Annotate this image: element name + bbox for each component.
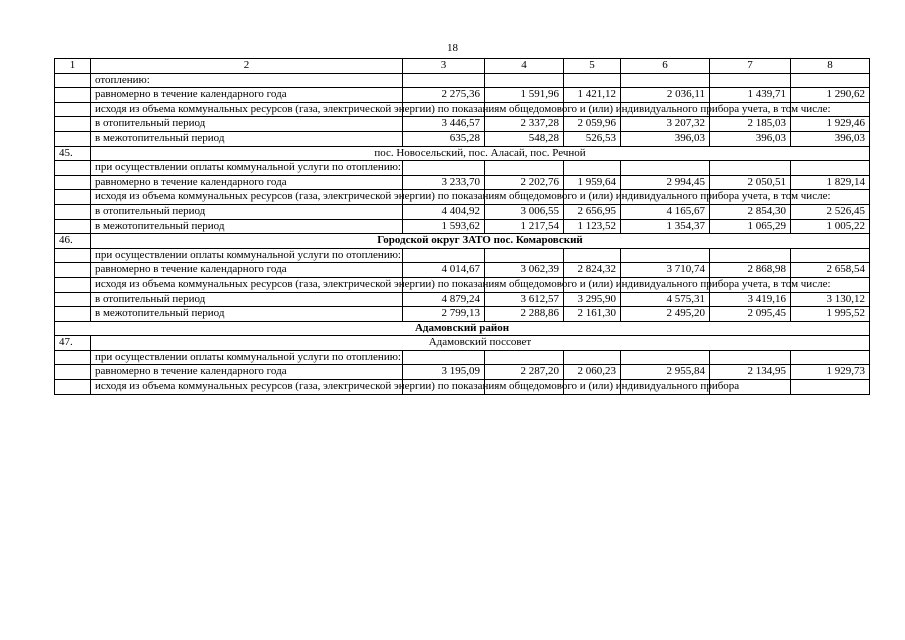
row-number-cell	[55, 307, 91, 322]
table-row	[55, 131, 870, 146]
value-cell: 1 123,52	[564, 219, 621, 234]
column-header: 2	[91, 59, 403, 74]
table-row	[55, 263, 870, 278]
table-row	[55, 350, 870, 365]
value-cell	[710, 248, 791, 263]
value-cell: 2 337,28	[485, 117, 564, 132]
column-header: 7	[710, 59, 791, 74]
value-cell: 1 959,64	[564, 175, 621, 190]
table-row	[55, 292, 870, 307]
row-label-cell: исходя из объема коммунальных ресурсов (газа, электрической энергии) по показаниям общедомового и (или) индивидуального прибора учета, в том числе:	[91, 277, 403, 292]
section-title-cell: Адамовский поссовет	[91, 336, 870, 351]
table-row	[55, 365, 870, 380]
value-cell	[710, 161, 791, 176]
row-number-cell	[55, 248, 91, 263]
table-row	[55, 117, 870, 132]
row-label-cell: при осуществлении оплаты коммунальной услуги по отоплению:	[91, 350, 403, 365]
value-cell	[564, 248, 621, 263]
row-number-cell	[55, 161, 91, 176]
value-cell	[564, 161, 621, 176]
value-cell: 2 287,20	[485, 365, 564, 380]
value-cell: 396,03	[710, 131, 791, 146]
column-header: 8	[791, 59, 870, 74]
value-cell: 548,28	[485, 131, 564, 146]
value-cell: 2 824,32	[564, 263, 621, 278]
value-cell: 1 929,46	[791, 117, 870, 132]
value-cell: 2 854,30	[710, 204, 791, 219]
row-label-cell: при осуществлении оплаты коммунальной услуги по отоплению:	[91, 248, 403, 263]
value-cell: 2 656,95	[564, 204, 621, 219]
section-row	[55, 336, 870, 351]
value-cell: 4 165,67	[621, 204, 710, 219]
value-cell	[791, 73, 870, 88]
value-cell: 635,28	[403, 131, 485, 146]
value-cell	[403, 248, 485, 263]
tariff-table	[54, 58, 870, 395]
value-cell: 3 195,09	[403, 365, 485, 380]
value-cell: 2 799,13	[403, 307, 485, 322]
row-number-cell	[55, 117, 91, 132]
value-cell: 3 612,57	[485, 292, 564, 307]
column-header: 4	[485, 59, 564, 74]
value-cell	[791, 161, 870, 176]
value-cell	[564, 73, 621, 88]
value-cell	[621, 350, 710, 365]
table-body	[55, 59, 870, 395]
row-label-cell: равномерно в течение календарного года	[91, 365, 403, 380]
value-cell: 396,03	[621, 131, 710, 146]
value-cell: 3 295,90	[564, 292, 621, 307]
row-number-cell	[55, 73, 91, 88]
value-cell: 1 065,29	[710, 219, 791, 234]
value-cell: 3 006,55	[485, 204, 564, 219]
value-cell	[791, 350, 870, 365]
value-cell: 3 062,39	[485, 263, 564, 278]
row-label-cell: в отопительный период	[91, 117, 403, 132]
value-cell: 396,03	[791, 131, 870, 146]
value-cell	[403, 73, 485, 88]
value-cell: 2 202,76	[485, 175, 564, 190]
row-label-cell: исходя из объема коммунальных ресурсов (газа, электрической энергии) по показаниям общедомового и (или) индивидуального прибора учета, в том числе:	[91, 190, 403, 205]
value-cell: 2 060,23	[564, 365, 621, 380]
table-row	[55, 175, 870, 190]
column-header: 3	[403, 59, 485, 74]
table-row	[55, 277, 870, 292]
value-cell	[403, 350, 485, 365]
row-label-cell: равномерно в течение календарного года	[91, 88, 403, 103]
district-row	[55, 321, 870, 336]
row-label-cell: равномерно в течение календарного года	[91, 263, 403, 278]
value-cell: 2 868,98	[710, 263, 791, 278]
table-row	[55, 88, 870, 103]
row-label-cell: отоплению:	[91, 73, 403, 88]
column-header: 1	[55, 59, 91, 74]
row-label-cell: исходя из объема коммунальных ресурсов (газа, электрической энергии) по показаниям общедомового и (или) индивидуального прибора	[91, 380, 403, 395]
value-cell	[791, 248, 870, 263]
section-row	[55, 234, 870, 249]
value-cell: 4 404,92	[403, 204, 485, 219]
table-row	[55, 102, 870, 117]
value-cell: 1 217,54	[485, 219, 564, 234]
value-cell: 1 439,71	[710, 88, 791, 103]
value-cell	[485, 350, 564, 365]
section-row	[55, 146, 870, 161]
value-cell: 2 050,51	[710, 175, 791, 190]
table-row	[55, 248, 870, 263]
row-number-cell	[55, 219, 91, 234]
row-number-cell	[55, 277, 91, 292]
value-cell: 4 014,67	[403, 263, 485, 278]
row-number-cell	[55, 292, 91, 307]
section-number-cell: 47.	[55, 336, 91, 351]
table-row	[55, 219, 870, 234]
value-cell: 2 095,45	[710, 307, 791, 322]
table-row	[55, 190, 870, 205]
value-cell: 2 495,20	[621, 307, 710, 322]
column-header: 5	[564, 59, 621, 74]
value-cell: 4 879,24	[403, 292, 485, 307]
row-label-cell: в отопительный период	[91, 204, 403, 219]
value-cell: 3 207,32	[621, 117, 710, 132]
value-cell: 2 185,03	[710, 117, 791, 132]
row-number-cell	[55, 88, 91, 103]
table-row	[55, 380, 870, 395]
value-cell: 2 059,96	[564, 117, 621, 132]
value-cell: 1 593,62	[403, 219, 485, 234]
value-cell: 2 994,45	[621, 175, 710, 190]
row-number-cell	[55, 350, 91, 365]
value-cell	[621, 248, 710, 263]
value-cell: 2 161,30	[564, 307, 621, 322]
value-cell: 1 005,22	[791, 219, 870, 234]
table-row	[55, 204, 870, 219]
row-number-cell	[55, 190, 91, 205]
value-cell: 1 354,37	[621, 219, 710, 234]
value-cell	[621, 161, 710, 176]
row-label-cell: равномерно в течение календарного года	[91, 175, 403, 190]
section-title-cell: Городской округ ЗАТО пос. Комаровский	[91, 234, 870, 249]
value-cell: 3 419,16	[710, 292, 791, 307]
value-cell: 1 995,52	[791, 307, 870, 322]
value-cell	[710, 350, 791, 365]
row-label-cell: в межотопительный период	[91, 131, 403, 146]
value-cell: 2 955,84	[621, 365, 710, 380]
value-cell: 3 446,57	[403, 117, 485, 132]
row-label-cell: в межотопительный период	[91, 219, 403, 234]
value-cell: 3 233,70	[403, 175, 485, 190]
row-number-cell	[55, 263, 91, 278]
row-number-cell	[55, 380, 91, 395]
value-cell	[564, 350, 621, 365]
value-cell	[791, 380, 870, 395]
value-cell	[485, 161, 564, 176]
value-cell: 2 526,45	[791, 204, 870, 219]
value-cell	[621, 73, 710, 88]
district-title-cell: Адамовский район	[55, 321, 870, 336]
value-cell: 1 591,96	[485, 88, 564, 103]
section-number-cell: 46.	[55, 234, 91, 249]
row-number-cell	[55, 102, 91, 117]
value-cell: 2 036,11	[621, 88, 710, 103]
page-number: 18	[447, 42, 458, 54]
value-cell: 1 290,62	[791, 88, 870, 103]
value-cell	[485, 248, 564, 263]
value-cell: 2 288,86	[485, 307, 564, 322]
table-row	[55, 161, 870, 176]
row-number-cell	[55, 204, 91, 219]
table-row	[55, 73, 870, 88]
row-label-cell: в отопительный период	[91, 292, 403, 307]
row-number-cell	[55, 175, 91, 190]
value-cell: 4 575,31	[621, 292, 710, 307]
value-cell: 1 929,73	[791, 365, 870, 380]
value-cell: 526,53	[564, 131, 621, 146]
value-cell	[710, 73, 791, 88]
column-header: 6	[621, 59, 710, 74]
column-number-header-row	[55, 59, 870, 74]
row-number-cell	[55, 365, 91, 380]
value-cell: 2 275,36	[403, 88, 485, 103]
section-number-cell: 45.	[55, 146, 91, 161]
value-cell: 1 421,12	[564, 88, 621, 103]
row-label-cell: исходя из объема коммунальных ресурсов (газа, электрической энергии) по показаниям общедомового и (или) индивидуального прибора учета, в том числе:	[91, 102, 403, 117]
value-cell: 3 130,12	[791, 292, 870, 307]
value-cell: 1 829,14	[791, 175, 870, 190]
row-number-cell	[55, 131, 91, 146]
value-cell	[403, 161, 485, 176]
value-cell: 2 134,95	[710, 365, 791, 380]
value-cell: 2 658,54	[791, 263, 870, 278]
section-title-cell: пос. Новосельский, пос. Аласай, пос. Речной	[91, 146, 870, 161]
row-label-cell: в межотопительный период	[91, 307, 403, 322]
row-label-cell: при осуществлении оплаты коммунальной услуги по отоплению:	[91, 161, 403, 176]
table-row	[55, 307, 870, 322]
value-cell: 3 710,74	[621, 263, 710, 278]
value-cell	[485, 73, 564, 88]
